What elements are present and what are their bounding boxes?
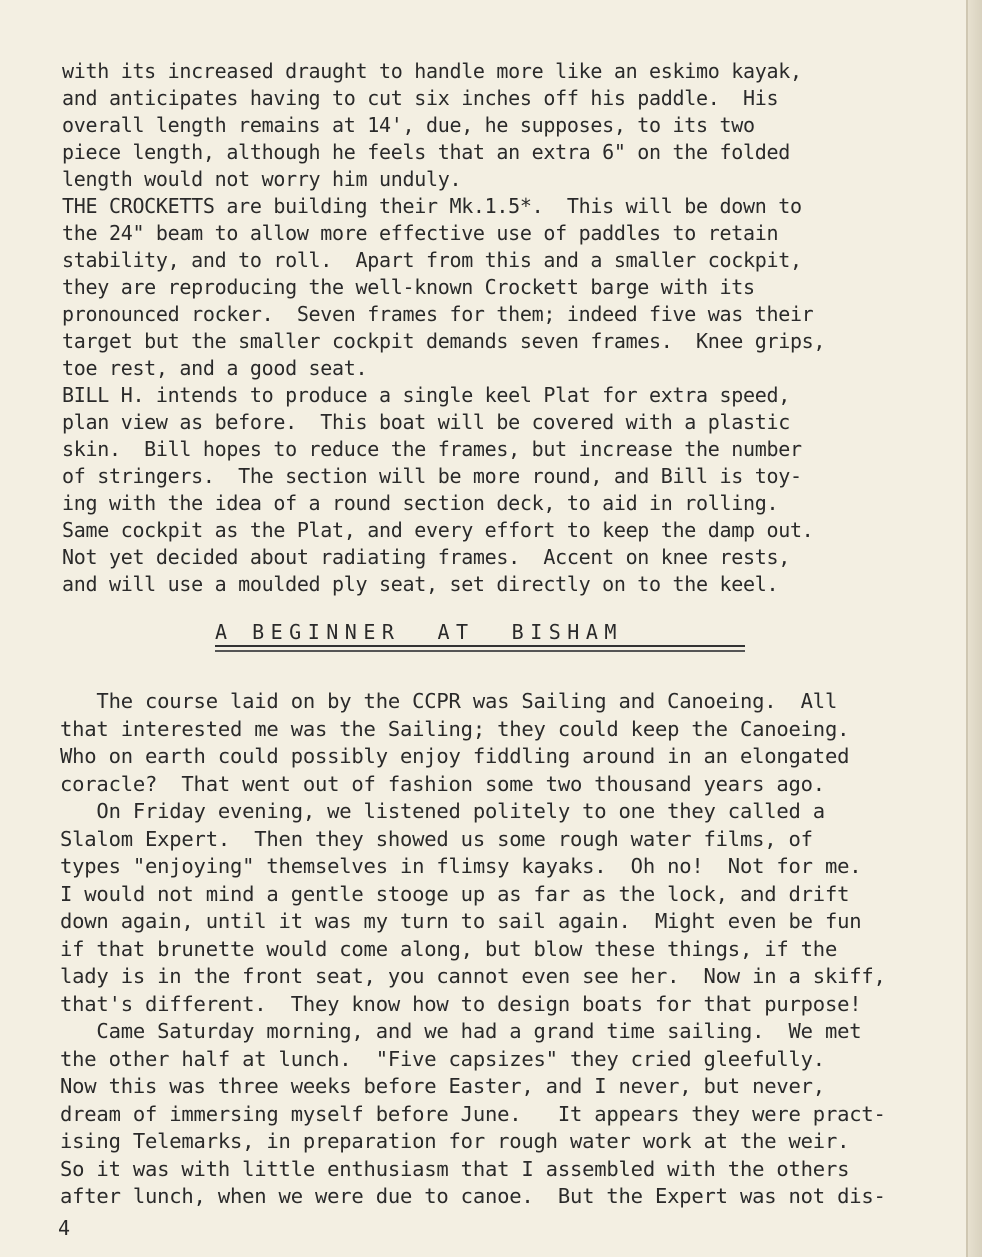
heading-title: A BEGINNER AT BISHAM xyxy=(215,620,745,647)
text-line: after lunch, when we were due to canoe. But the Expert was not dis- xyxy=(60,1184,886,1208)
text-line: plan view as before. This boat will be covered with a plastic xyxy=(62,410,790,434)
text-line: Came Saturday morning, and we had a grand time sailing. We met xyxy=(60,1019,862,1043)
text-block-lower xyxy=(60,688,950,1211)
text-line: Not yet decided about radiating frames. Accent on knee rests, xyxy=(62,545,790,569)
text-line: if that brunette would come along, but blow these things, if the xyxy=(60,936,838,961)
text-line: piece length, although he feels that an extra 6" on the folded xyxy=(62,140,790,164)
text-line: stability, and to roll. Apart from this and a smaller cockpit, xyxy=(62,248,802,272)
text-line: The course laid on by the CCPR was Sailing and Canoeing. All xyxy=(60,689,838,713)
text-block-upper xyxy=(62,58,942,598)
text-line: and anticipates having to cut six inches off his paddle. His xyxy=(62,86,779,110)
text-line: the 24" beam to allow more effective use of paddles to retain xyxy=(62,221,779,245)
text-line: length would not worry him unduly. xyxy=(62,167,462,191)
text-line: BILL H. intends to produce a single keel Plat for extra speed, xyxy=(62,383,790,407)
text-line: dream of immersing myself before June. It appears they were pract- xyxy=(60,1101,886,1126)
heading-underline xyxy=(215,650,745,652)
text-line: of stringers. The section will be more round, and Bill is toy- xyxy=(62,464,802,488)
text-line: pronounced rocker. Seven frames for them; indeed five was their xyxy=(62,302,814,326)
paragraph-boat-plans xyxy=(62,58,942,598)
section-heading xyxy=(215,620,745,652)
text-line: I would not mind a gentle stooge up as far as the lock, and drift xyxy=(60,881,850,906)
text-line: they are reproducing the well-known Crockett barge with its xyxy=(62,275,755,299)
text-line: coracle? That went out of fashion some two thousand years ago. xyxy=(60,771,825,796)
text-line: that's different. They know how to design boats for that purpose! xyxy=(60,991,862,1016)
text-line: ing with the idea of a round section deck, to aid in rolling. xyxy=(62,491,779,515)
text-line: target but the smaller cockpit demands seven frames. Knee grips, xyxy=(62,329,826,353)
text-line: THE CROCKETTS are building their Mk.1.5*. This will be down to xyxy=(62,194,802,218)
text-line: the other half at lunch. "Five capsizes" they cried gleefully. xyxy=(60,1046,825,1071)
text-line: down again, until it was my turn to sail again. Might even be fun xyxy=(60,909,862,933)
text-line: lady is in the front seat, you cannot even see her. Now in a skiff, xyxy=(60,964,886,988)
text-line: with its increased draught to handle more like an eskimo kayak, xyxy=(62,59,802,83)
text-line: skin. Bill hopes to reduce the frames, but increase the number xyxy=(62,437,802,461)
text-line: On Friday evening, we listened politely to one they called a xyxy=(60,799,825,823)
text-line: overall length remains at 14', due, he supposes, to its two xyxy=(62,113,755,137)
text-line: Slalom Expert. Then they showed us some rough water films, of xyxy=(60,826,813,851)
text-line: that interested me was the Sailing; they could keep the Canoeing. xyxy=(60,716,850,741)
text-line: ising Telemarks, in preparation for rough water work at the weir. xyxy=(60,1129,850,1153)
page-edge xyxy=(966,0,982,1257)
text-line: Now this was three weeks before Easter, and I never, but never, xyxy=(60,1074,825,1098)
text-line: toe rest, and a good seat. xyxy=(62,356,368,380)
text-line: and will use a moulded ply seat, set directly on to the keel. xyxy=(62,572,779,596)
page-number: 4 xyxy=(58,1216,71,1240)
text-line: types "enjoying" themselves in flimsy kayaks. Oh no! Not for me. xyxy=(60,854,862,878)
text-line: So it was with little enthusiasm that I assembled with the others xyxy=(60,1156,850,1181)
text-line: Who on earth could possibly enjoy fiddling around in an elongated xyxy=(60,744,850,768)
text-line: Same cockpit as the Plat, and every effort to keep the damp out. xyxy=(62,518,814,542)
